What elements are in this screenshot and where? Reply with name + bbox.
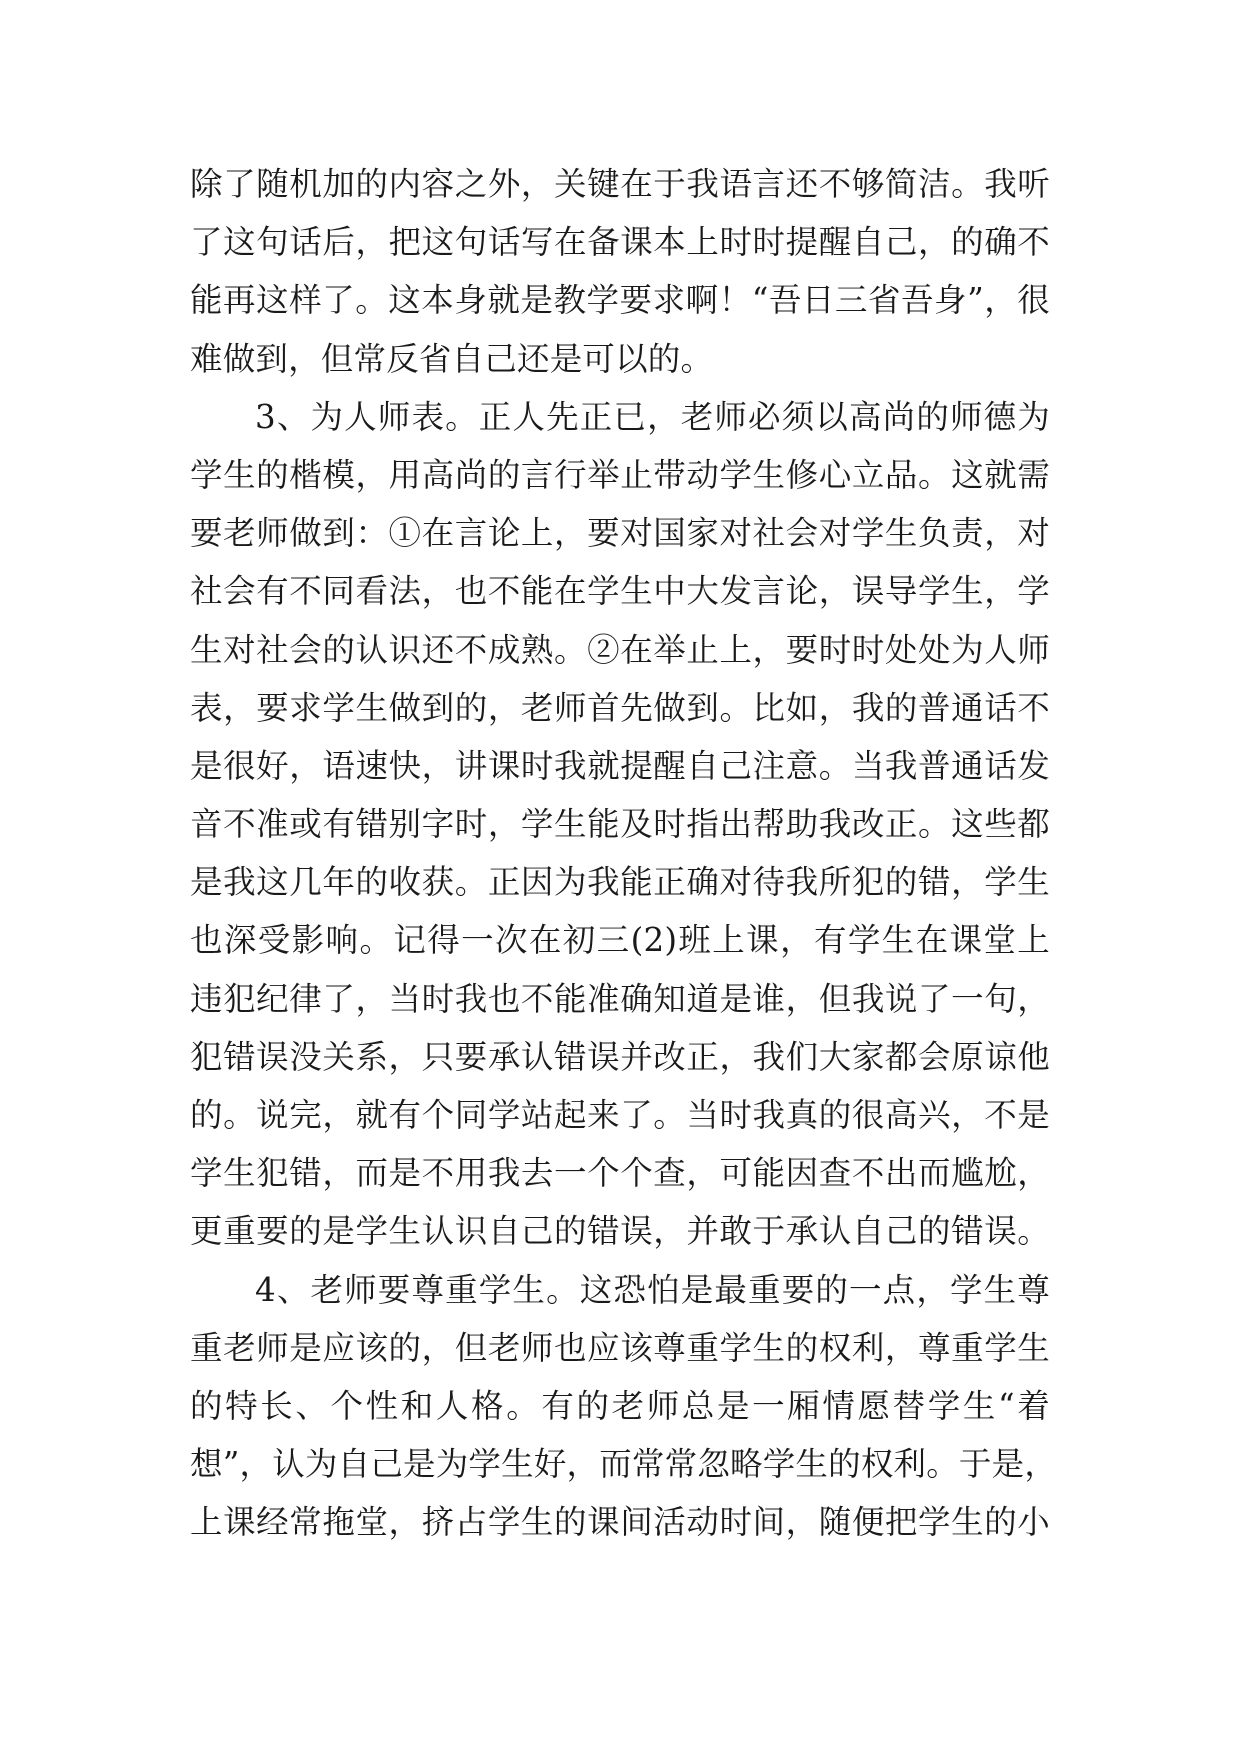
text-line: 社会有不同看法，也不能在学生中大发言论，误导学生，学	[190, 572, 1050, 611]
body-text	[190, 155, 1058, 1552]
text-line: 的。说完，就有个同学站起来了。当时我真的很高兴，不是	[190, 1096, 1050, 1134]
text-line: 学生的楷模，用高尚的言行举止带动学生修心立品。这就需	[190, 455, 1050, 494]
text-line: 除了随机加的内容之外，关键在于我语言还不够简洁。我听	[190, 165, 1050, 203]
paragraph-3-first-line: 3、为人师表。正人先正已，老师必须以高尚的师德为	[255, 397, 1050, 436]
text-line: 更重要的是学生认识自己的错误，并敢于承认自己的错误。	[190, 1212, 1050, 1251]
text-line: 上课经常拖堂，挤占学生的课间活动时间，随便把学生的小	[190, 1503, 1050, 1542]
text-line: 音不准或有错别字时，学生能及时指出帮助我改正。这些都	[190, 805, 1050, 844]
text-line: 表，要求学生做到的，老师首先做到。比如，我的普通话不	[190, 688, 1050, 727]
text-line: 违犯纪律了，当时我也不能准确知道是谁，但我说了一句，	[190, 979, 1050, 1018]
text-line: 犯错误没关系，只要承认错误并改正，我们大家都会原谅他	[190, 1037, 1050, 1076]
text-line: 是很好，语速快，讲课时我就提醒自己注意。当我普通话发	[190, 746, 1050, 785]
text-line: 也深受影响。记得一次在初三(2)班上课，有学生在课堂上	[190, 921, 1050, 960]
paragraph-4-first-line: 4、老师要尊重学生。这恐怕是最重要的一点，学生尊	[255, 1270, 1050, 1309]
text-line: 难做到，但常反省自己还是可以的。	[190, 339, 714, 378]
text-line: 能再这样了。这本身就是教学要求啊！“吾日三省吾身”，很	[190, 281, 1050, 320]
text-line: 生对社会的认识还不成熟。②在举止上，要时时处处为人师	[190, 630, 1050, 669]
text-line: 了这句话后，把这句话写在备课本上时时提醒自己，的确不	[190, 223, 1050, 262]
text-line: 的特长、个性和人格。有的老师总是一厢情愿替学生“着	[190, 1386, 1050, 1425]
text-line: 想”，认为自己是为学生好，而常常忽略学生的权利。于是，	[190, 1445, 1058, 1484]
text-line: 重老师是应该的，但老师也应该尊重学生的权利，尊重学生	[190, 1328, 1050, 1367]
text-line: 是我这几年的收获。正因为我能正确对待我所犯的错，学生	[190, 863, 1050, 902]
text-line: 要老师做到：①在言论上，要对国家对社会对学生负责，对	[190, 514, 1050, 553]
text-line: 学生犯错，而是不用我去一个个查，可能因查不出而尴尬，	[190, 1154, 1050, 1193]
